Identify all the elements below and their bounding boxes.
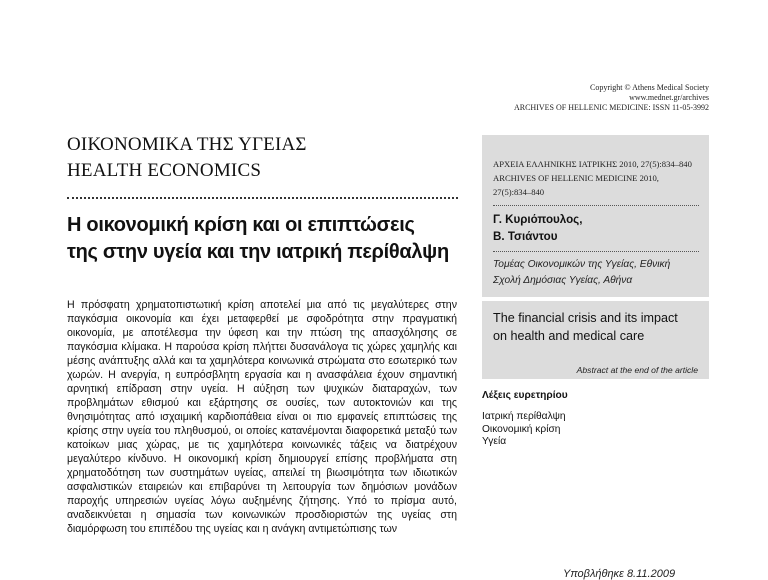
author-name: Β. Τσιάντου: [493, 230, 558, 243]
abstract-note: Abstract at the end of the article: [576, 365, 698, 375]
copyright-notice: Copyright © Athens Medical Society: [590, 83, 709, 92]
journal-url: www.mednet.gr/archives: [629, 93, 709, 102]
english-title-line: on health and medical care: [493, 329, 645, 343]
author-list: [493, 211, 699, 245]
english-title: [493, 309, 699, 345]
keywords-heading: Λέξεις ευρετηρίου: [482, 390, 568, 401]
affiliation-line: Σχολή Δημόσιας Υγείας, Αθήνα: [493, 275, 633, 286]
keywords-section: [482, 390, 568, 449]
info-divider: [493, 205, 699, 206]
body-paragraph: Η πρόσφατη χρηματοπιστωτική κρίση αποτελεί μια από τις μεγαλύτερες στην παγκόσμια οικονομία και έχει μεταφερθεί με σφοδρότητα στην πραγματική οικονομία, με αποτέλεσμα την ύφεση και την πτώση της απασχόλησης σε παγκόσμια κλίμακα. Η παρούσα κρίση πλήττει δυσανάλογα τις χώρες χαμηλής και μέσης ανάπτυξης αλλά και τα χαμηλότερα κοινωνικά στρώματα στο εσωτερικό των χωρών. Η ανεργία, η ευπρόσβλητη εργασία και η ανασφάλεια έχουν σημαντική αρνητική επίδραση στην υγεία. Η αύξηση των ψυχικών διαταραχών, των προβλημάτων εθισμού και εξάρτησης σε ουσίες, των αυτοκτονιών και της θνησιμότητας από ισχαιμική καρδιοπάθεια είναι οι πιο εμφανείς επιπτώσεις της κρίσης στην υγεία του πληθυσμού, οι οποίες κατανέμονται διαφορετικά μεταξύ των κατοίκων μιας χώρας, με τις χαμηλότερα κοινωνικές τάξεις να διατρέχουν μεγαλύτερο κίνδυνο. Η οικονομική κρίση δημιουργεί επίσης προβλήματα στη χρηματοδότηση των συστημάτων υγείας, απειλεί τη βιωσιμότητα των ιδιωτικών ασφαλιστικών εταιρειών και επιβαρύνει τη λειτουργία των δημόσιων μονάδων παροχής υπηρεσιών υγείας λόγω αυξημένης ζήτησης. Υπό το πρίσμα αυτό, αναδεικνύεται η σημασία των κοινωνικών προσδιοριστών της υγείας στη διαμόρφωση του επιπέδου της υγείας και η ανάγκη αντιμετώπισης των: [67, 299, 457, 535]
english-title-box: [482, 301, 709, 379]
english-title-line: The financial crisis and its impact: [493, 311, 678, 325]
article-title-line-2: της στην υγεία και την ιατρική περίθαλψη: [67, 241, 449, 263]
received-date: Υποβλήθηκε 8.11.2009: [563, 568, 676, 580]
keyword-item: Οικονομική κρίση: [482, 423, 561, 435]
article-title: [67, 212, 467, 266]
section-heading-greek: ΟΙΚΟΝΟΜΙΚΑ ΤΗΣ ΥΓΕΙΑΣ: [67, 134, 307, 155]
article-info-sidebar: [482, 135, 709, 379]
article-info-box: [482, 135, 709, 297]
keyword-item: Υγεία: [482, 436, 507, 447]
copyright-block: [514, 83, 709, 113]
article-title-line-1: Η οικονομική κρίση και οι επιπτώσεις: [67, 214, 415, 236]
journal-citation-english: ARCHIVES OF HELLENIC MEDICINE 2010, 27(5):834–840: [493, 173, 659, 197]
keyword-item: Ιατρική περίθαλψη: [482, 411, 566, 422]
author-affiliation: [493, 257, 699, 289]
info-divider: [493, 251, 699, 252]
affiliation-line: Τομέας Οικονομικών της Υγείας, Εθνική: [493, 259, 671, 270]
journal-citation-greek: ΑΡΧΕΙΑ ΕΛΛΗΝΙΚΗΣ ΙΑΤΡΙΚΗΣ 2010, 27(5):834–840: [493, 159, 692, 169]
article-body: [67, 298, 457, 536]
dotted-divider: [67, 197, 458, 199]
section-heading: [67, 132, 307, 184]
issn-line: ARCHIVES OF HELLENIC MEDICINE: ISSN 11-05-3992: [513, 103, 709, 112]
author-name: Γ. Κυριόπουλος,: [493, 213, 583, 226]
section-heading-english: HEALTH ECONOMICS: [67, 160, 262, 181]
